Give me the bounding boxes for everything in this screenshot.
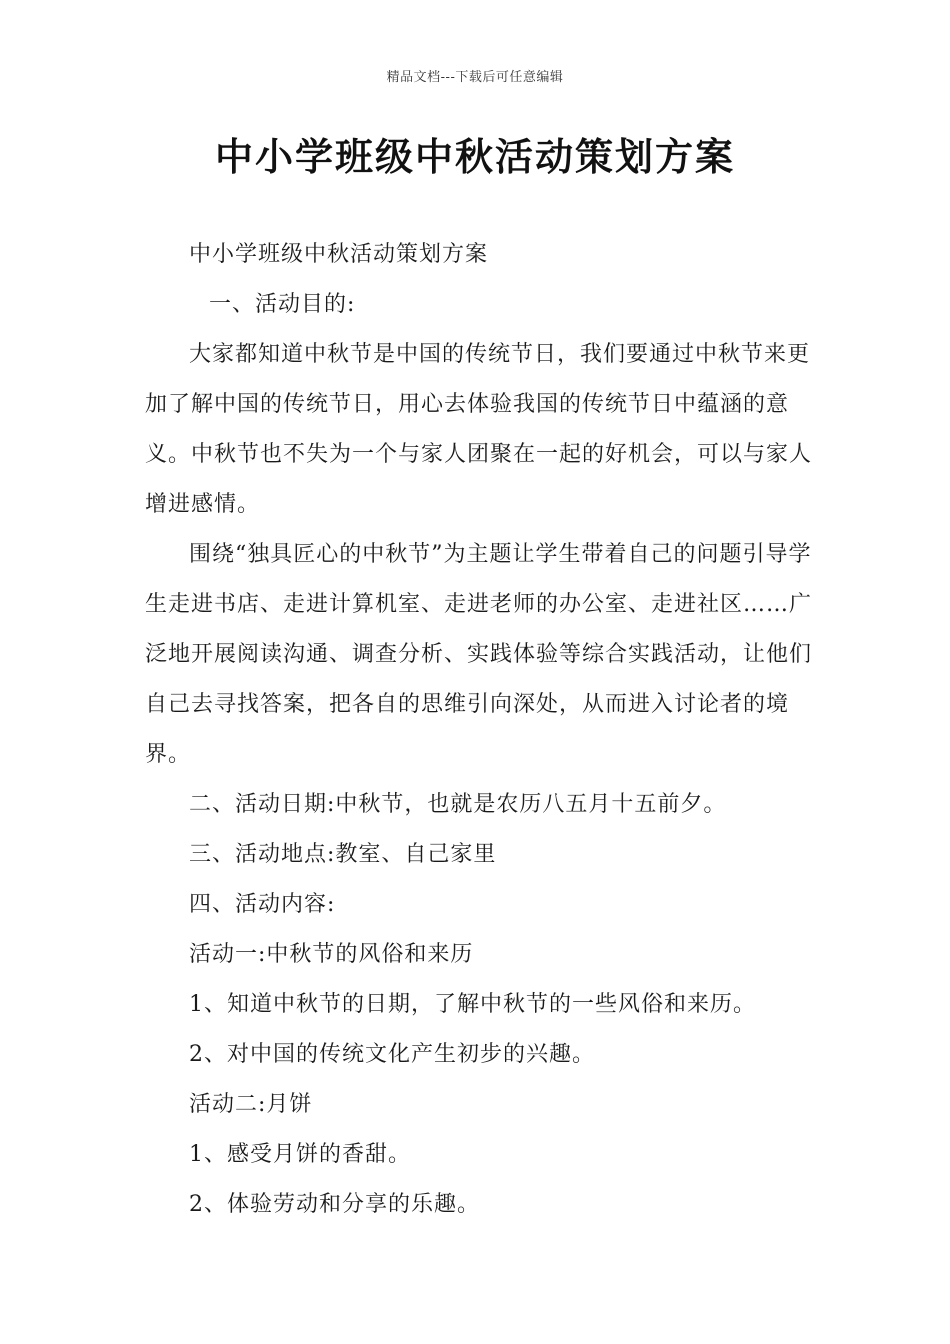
list-item: 1、知道中秋节的日期，了解中秋节的一些风俗和来历。: [189, 992, 756, 1017]
activity-heading-two: 活动二:月饼: [189, 1092, 313, 1117]
section-heading-content: 四、活动内容:: [189, 892, 336, 917]
list-item: 2、体验劳动和分享的乐趣。: [189, 1192, 480, 1217]
section-heading-location: 三、活动地点:教室、自己家里: [189, 842, 497, 867]
section-heading-date: 二、活动日期:中秋节，也就是农历八五月十五前夕。: [189, 792, 727, 817]
list-item: 2、对中国的传统文化产生初步的兴趣。: [189, 1042, 595, 1067]
body-paragraph: 大家都知道中秋节是中国的传统节日，我们要通过中秋节来更加了解中国的传统节日，用心去体验我国的传统节日中蕴涵的意义。中秋节也不失为一个与家人团聚在一起的好机会，可以与家人增进感情。: [145, 342, 813, 517]
document-title: 中小学班级中秋活动策划方案: [214, 135, 735, 179]
document-body: [145, 230, 815, 1230]
header-note: 精品文档---下载后可任意编辑: [386, 70, 564, 85]
subtitle-paragraph: 中小学班级中秋活动策划方案: [189, 242, 489, 267]
activity-heading-one: 活动一:中秋节的风俗和来历: [189, 942, 474, 967]
section-heading-purpose: 一、活动目的:: [209, 292, 356, 317]
list-item: 1、感受月饼的香甜。: [189, 1142, 411, 1167]
body-paragraph: 围绕“独具匠心的中秋节”为主题让学生带着自己的问题引导学生走进书店、走进计算机室、走进老师的办公室、走进社区……广泛地开展阅读沟通、调查分析、实践体验等综合实践活动，让他们自己去寻找答案，把各自的思维引向深处，从而进入讨论者的境界。: [145, 542, 813, 767]
